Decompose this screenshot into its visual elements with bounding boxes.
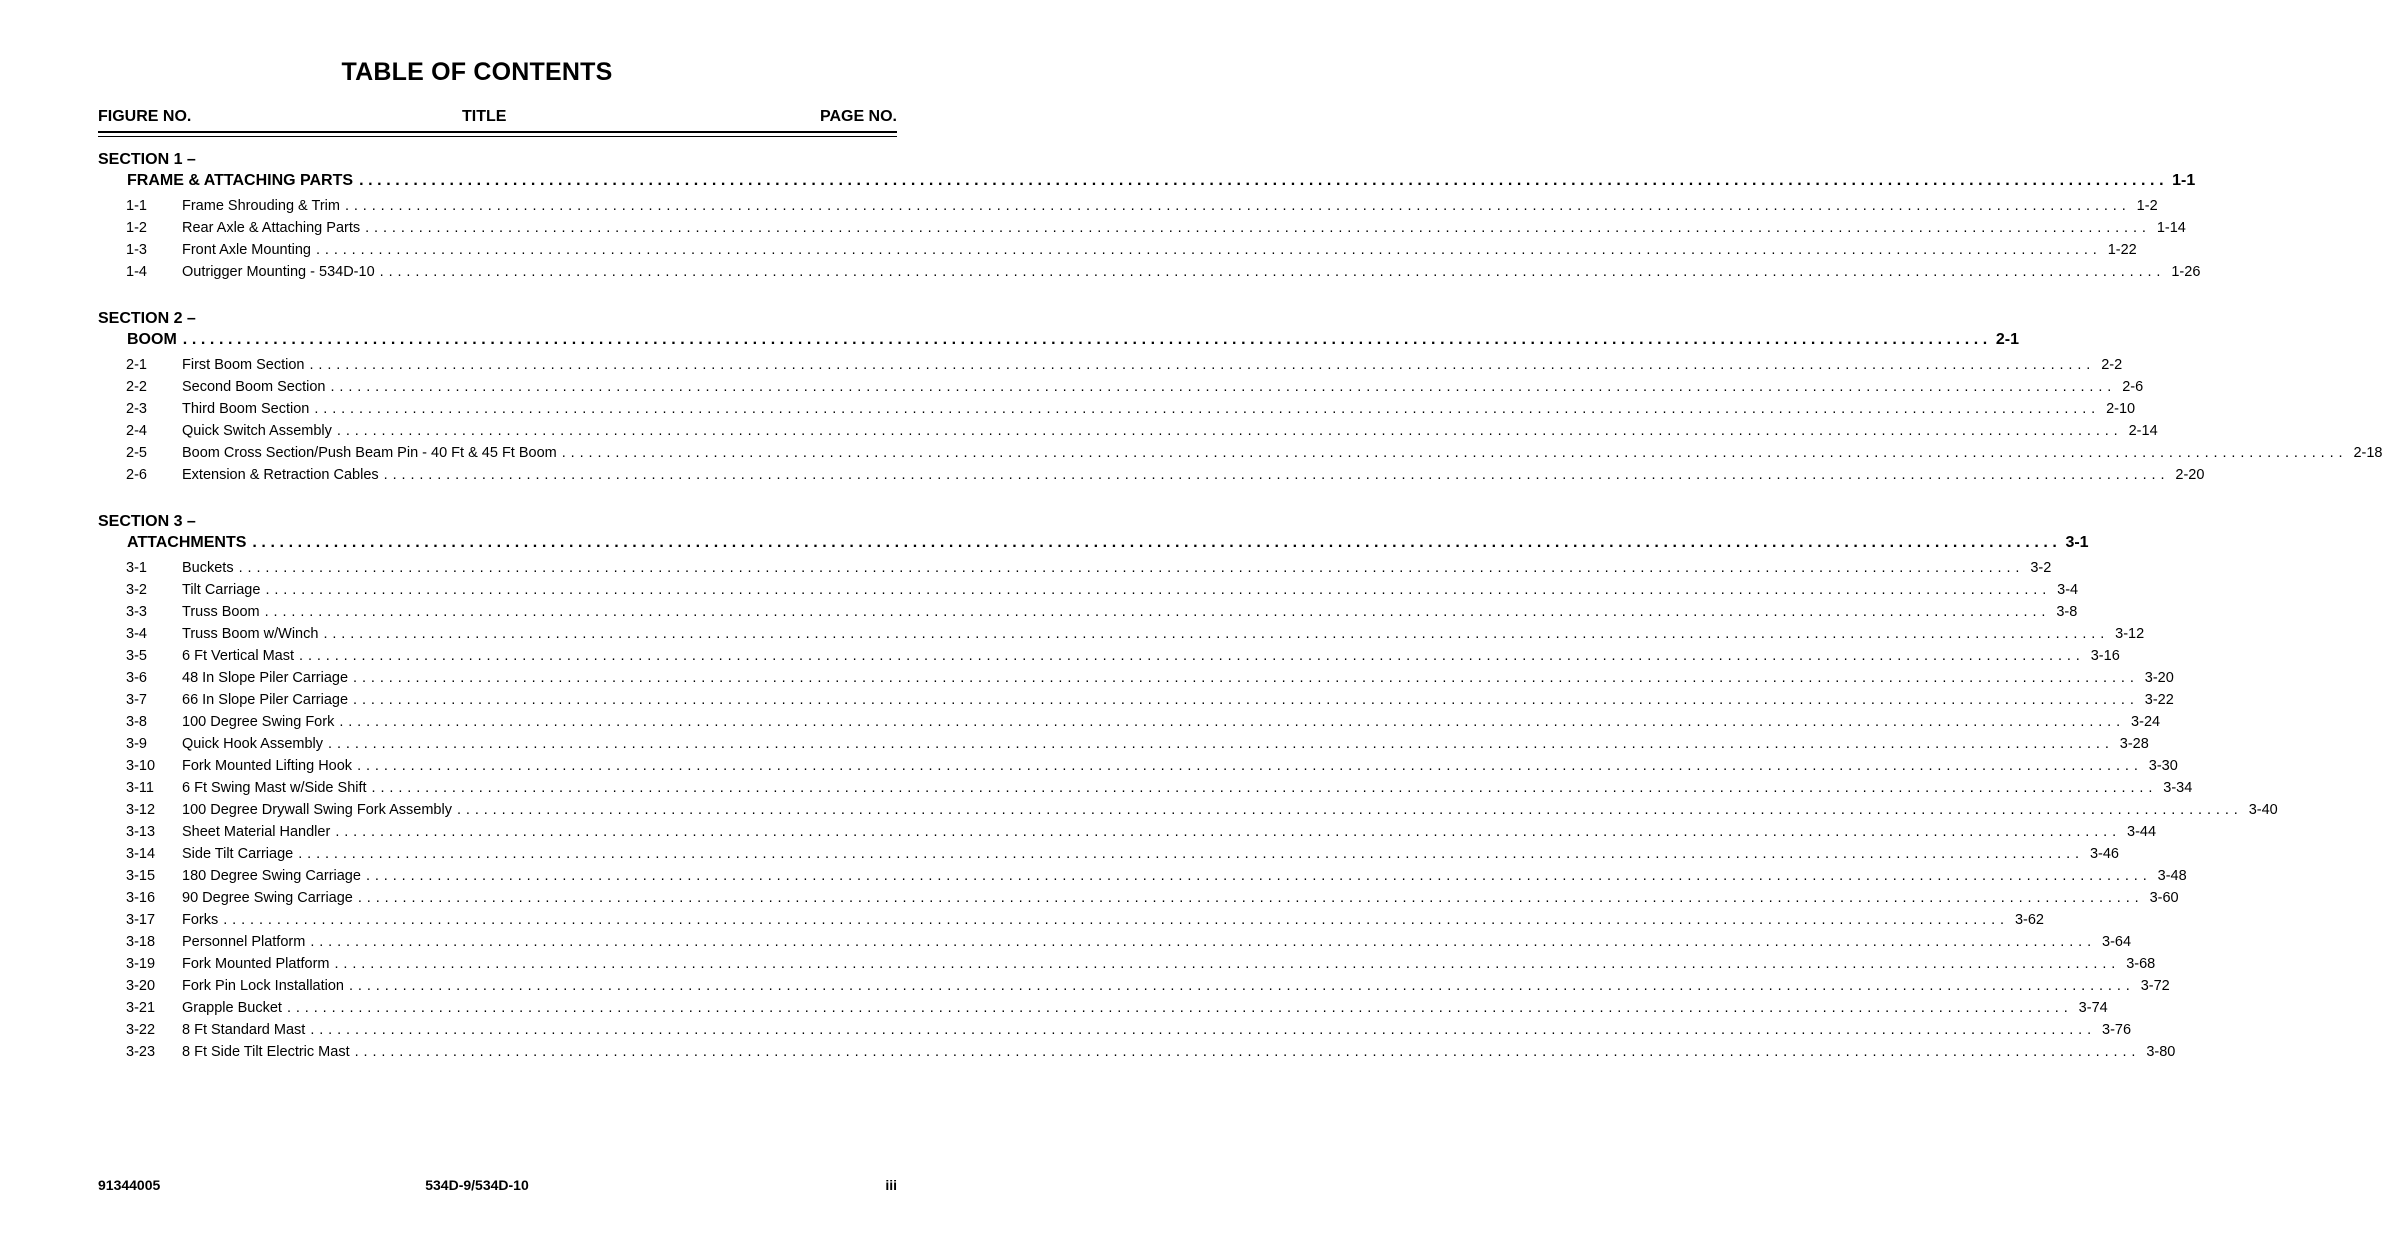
toc-entry[interactable]	[0, 975, 2170, 997]
toc-entry[interactable]	[0, 239, 2137, 261]
entry-page: 3-8	[2056, 604, 2078, 620]
entry-title: Frame Shrouding & Trim	[182, 198, 340, 214]
dot-leader: ........................................................................................................................................................................................................	[353, 670, 2139, 686]
toc-entry[interactable]	[0, 1041, 2176, 1063]
entry-row	[182, 733, 2149, 755]
section-heading-link[interactable]	[127, 532, 2089, 554]
entry-page: 3-2	[2030, 560, 2052, 576]
toc-entry[interactable]	[0, 843, 2119, 865]
figure-number: 2-4	[126, 423, 147, 439]
dot-leader: ........................................................................................................................................................................................................	[182, 331, 1992, 348]
figure-number: 3-7	[126, 692, 147, 708]
figure-number: 3-12	[126, 802, 156, 818]
figure-number: 3-2	[126, 582, 147, 598]
dot-leader: ........................................................................................................................................................................................................	[310, 934, 2097, 950]
toc-entry[interactable]	[0, 931, 2132, 953]
toc-entry[interactable]	[0, 354, 2123, 376]
toc-entry[interactable]	[0, 887, 2179, 909]
figure-number: 1-4	[126, 264, 147, 280]
entry-row	[182, 997, 2108, 1019]
entry-page: 1-26	[2171, 264, 2201, 280]
entry-page: 3-62	[2014, 912, 2044, 928]
entry-row	[182, 354, 2123, 376]
section-label: SECTION 1 –	[98, 151, 196, 168]
entry-page: 3-72	[2140, 978, 2170, 994]
entry-title: Second Boom Section	[182, 379, 326, 395]
dot-leader: ........................................................................................................................................................................................................	[335, 824, 2122, 840]
toc-entry[interactable]	[0, 217, 2186, 239]
toc-entry[interactable]	[0, 667, 2174, 689]
entry-title: Truss Boom w/Winch	[182, 626, 319, 642]
entry-title: Quick Hook Assembly	[182, 736, 324, 752]
entry-list	[0, 557, 2278, 1063]
section-label: SECTION 3 –	[98, 513, 196, 530]
entry-page: 3-40	[2248, 802, 2278, 818]
figure-number: 2-3	[126, 401, 147, 417]
entry-row	[182, 1019, 2132, 1041]
footer-page-number: iii	[885, 1177, 897, 1193]
entry-title: Buckets	[182, 560, 234, 576]
toc-section	[0, 149, 2201, 283]
entry-page: 3-76	[2102, 1022, 2132, 1038]
dot-leader: ........................................................................................................................................................................................................	[383, 467, 2170, 483]
dot-leader: ........................................................................................................................................................................................................	[309, 357, 2096, 373]
dot-leader: ........................................................................................................................................................................................................	[330, 379, 2117, 395]
entry-page: 3-46	[2089, 846, 2119, 862]
dot-leader: ........................................................................................................................................................................................................	[315, 242, 2102, 258]
page-title: TABLE OF CONTENTS	[341, 58, 613, 86]
figure-number: 3-20	[126, 978, 156, 994]
entry-row	[182, 887, 2179, 909]
toc-entry[interactable]	[0, 909, 2044, 931]
entry-row	[182, 865, 2187, 887]
entry-title: 66 In Slope Piler Carriage	[182, 692, 349, 708]
entry-title: 100 Degree Drywall Swing Fork Assembly	[182, 802, 452, 818]
dot-leader: ........................................................................................................................................................................................................	[298, 846, 2084, 862]
figure-number: 3-22	[126, 1022, 156, 1038]
toc-entry[interactable]	[0, 1019, 2132, 1041]
toc-sections	[0, 149, 2383, 1088]
column-header-page: PAGE NO.	[819, 108, 897, 125]
entry-title: 8 Ft Side Tilt Electric Mast	[182, 1044, 350, 1060]
entry-page: 1-22	[2107, 242, 2137, 258]
entry-title: Fork Mounted Lifting Hook	[182, 758, 353, 774]
entry-row	[182, 579, 2079, 601]
toc-entry[interactable]	[0, 953, 2156, 975]
dot-leader: ........................................................................................................................................................................................................	[365, 868, 2152, 884]
entry-row	[182, 909, 2044, 931]
toc-entry[interactable]	[0, 645, 2120, 667]
dot-leader: ........................................................................................................................................................................................................	[349, 978, 2135, 994]
toc-entry[interactable]	[0, 799, 2278, 821]
entry-row	[182, 689, 2174, 711]
figure-number: 3-16	[126, 890, 156, 906]
entry-page: 3-44	[2127, 824, 2157, 840]
toc-entry[interactable]	[0, 821, 2157, 843]
entry-title: 48 In Slope Piler Carriage	[182, 670, 349, 686]
entry-row	[182, 261, 2201, 283]
toc-entry[interactable]	[0, 420, 2158, 442]
entry-page: 2-14	[2128, 423, 2158, 439]
figure-number: 3-18	[126, 934, 156, 950]
toc-entry[interactable]	[0, 579, 2079, 601]
dot-leader: ........................................................................................................................................................................................................	[339, 714, 2126, 730]
toc-entry[interactable]	[0, 601, 2078, 623]
dot-leader: ........................................................................................................................................................................................................	[264, 604, 2051, 620]
entry-title: Rear Axle & Attaching Parts	[182, 220, 361, 236]
figure-number: 3-5	[126, 648, 147, 664]
section-name: BOOM	[127, 331, 177, 348]
dot-leader: ........................................................................................................................................................................................................	[365, 220, 2151, 236]
entry-row	[182, 821, 2157, 843]
entry-row	[182, 464, 2205, 486]
header-rule-thick	[98, 131, 897, 133]
section-name: ATTACHMENTS	[127, 534, 247, 551]
entry-title: 100 Degree Swing Fork	[182, 714, 335, 730]
entry-row	[182, 975, 2170, 997]
entry-title: Quick Switch Assembly	[182, 423, 332, 439]
entry-row	[182, 195, 2158, 217]
dot-leader: ........................................................................................................................................................................................................	[314, 401, 2101, 417]
entry-page: 3-68	[2126, 956, 2156, 972]
toc-section	[0, 308, 2383, 486]
dot-leader: ........................................................................................................................................................................................................	[357, 758, 2143, 774]
figure-number: 2-6	[126, 467, 147, 483]
toc-entry[interactable]	[0, 557, 2052, 579]
toc-entry[interactable]	[0, 195, 2158, 217]
entry-title: Forks	[182, 912, 219, 928]
entry-row	[182, 376, 2144, 398]
figure-number: 3-3	[126, 604, 147, 620]
toc-entry[interactable]	[0, 261, 2201, 283]
footer-part-number: 91344005	[98, 1177, 161, 1193]
toc-entry[interactable]	[0, 865, 2187, 887]
entry-row	[182, 953, 2156, 975]
entry-title: Truss Boom	[182, 604, 260, 620]
dot-leader: ........................................................................................................................................................................................................	[456, 802, 2243, 818]
section-heading-link[interactable]	[127, 329, 2019, 351]
toc-entry[interactable]	[0, 464, 2205, 486]
entry-page: 3-4	[2057, 582, 2079, 598]
dot-leader: ........................................................................................................................................................................................................	[328, 736, 2114, 752]
header-rule-thin	[98, 136, 897, 137]
figure-number: 2-1	[126, 357, 147, 373]
entry-title: Third Boom Section	[182, 401, 310, 417]
dot-leader: ........................................................................................................................................................................................................	[371, 780, 2158, 796]
toc-entry[interactable]	[0, 733, 2149, 755]
dot-leader: ........................................................................................................................................................................................................	[286, 1000, 2073, 1016]
figure-number: 3-14	[126, 846, 156, 862]
figure-number: 3-19	[126, 956, 156, 972]
dot-leader: ........................................................................................................................................................................................................	[357, 890, 2144, 906]
figure-number: 3-1	[126, 560, 147, 576]
figure-number: 3-9	[126, 736, 147, 752]
dot-leader: ........................................................................................................................................................................................................	[310, 1022, 2097, 1038]
section-page: 3-1	[2065, 534, 2089, 551]
toc-section	[0, 511, 2278, 1063]
entry-row	[182, 442, 2383, 464]
figure-number: 3-6	[126, 670, 147, 686]
entry-title: 90 Degree Swing Carriage	[182, 890, 353, 906]
dot-leader: ........................................................................................................................................................................................................	[223, 912, 2009, 928]
entry-page: 3-80	[2146, 1044, 2176, 1060]
figure-number: 1-1	[126, 198, 147, 214]
footer-model: 534D-9/534D-10	[425, 1177, 529, 1193]
figure-number: 3-21	[126, 1000, 156, 1016]
toc-entry[interactable]	[0, 777, 2193, 799]
entry-row	[182, 398, 2136, 420]
entry-page: 1-14	[2156, 220, 2186, 236]
entry-row	[182, 1041, 2176, 1063]
dot-leader: ........................................................................................................................................................................................................	[238, 560, 2025, 576]
entry-page: 2-6	[2122, 379, 2144, 395]
section-heading-link[interactable]	[127, 170, 2196, 192]
figure-number: 3-10	[126, 758, 156, 774]
toc-entry[interactable]	[0, 997, 2108, 1019]
section-page: 2-1	[1995, 331, 2019, 348]
section-label: SECTION 2 –	[98, 310, 196, 327]
toc-entry[interactable]	[0, 398, 2136, 420]
column-header-figure: FIGURE NO.	[98, 108, 192, 125]
entry-title: 180 Degree Swing Carriage	[182, 868, 361, 884]
entry-page: 2-20	[2175, 467, 2205, 483]
dot-leader: ........................................................................................................................................................................................................	[323, 626, 2110, 642]
entry-row	[182, 239, 2137, 261]
figure-number: 1-3	[126, 242, 147, 258]
entry-row	[182, 799, 2278, 821]
toc-entry[interactable]	[0, 623, 2145, 645]
entry-title: Boom Cross Section/Push Beam Pin - 40 Ft & 45 Ft Boom	[182, 445, 557, 461]
dot-leader: ........................................................................................................................................................................................................	[344, 198, 2131, 214]
figure-number: 3-4	[126, 626, 147, 642]
dot-leader: ........................................................................................................................................................................................................	[299, 648, 2085, 664]
entry-title: Outrigger Mounting - 534D-10	[182, 264, 375, 280]
entry-title: Sheet Material Handler	[182, 824, 331, 840]
entry-page: 3-34	[2163, 780, 2193, 796]
entry-page: 3-20	[2144, 670, 2174, 686]
figure-number: 2-5	[126, 445, 147, 461]
figure-number: 3-23	[126, 1044, 156, 1060]
entry-page: 3-74	[2078, 1000, 2108, 1016]
toc-entry[interactable]	[0, 755, 2178, 777]
entry-list	[0, 354, 2383, 486]
entry-page: 3-48	[2157, 868, 2187, 884]
column-header-title: TITLE	[462, 108, 507, 125]
entry-title: 6 Ft Swing Mast w/Side Shift	[182, 780, 367, 796]
entry-row	[182, 931, 2132, 953]
dot-leader: ........................................................................................................................................................................................................	[252, 534, 2062, 551]
entry-title: Front Axle Mounting	[182, 242, 311, 258]
entry-page: 3-22	[2144, 692, 2174, 708]
entry-title: Fork Mounted Platform	[182, 956, 330, 972]
entry-page: 1-2	[2136, 198, 2158, 214]
entry-page: 3-24	[2131, 714, 2161, 730]
entry-title: Grapple Bucket	[182, 1000, 282, 1016]
entry-row	[182, 557, 2052, 579]
entry-title: Extension & Retraction Cables	[182, 467, 379, 483]
toc-entry[interactable]	[0, 442, 2383, 464]
figure-number: 3-15	[126, 868, 156, 884]
entry-row	[182, 755, 2178, 777]
figure-number: 3-8	[126, 714, 147, 730]
section-page: 1-1	[2172, 172, 2196, 189]
dot-leader: ........................................................................................................................................................................................................	[336, 423, 2123, 439]
entry-page: 3-64	[2102, 934, 2132, 950]
entry-title: 6 Ft Vertical Mast	[182, 648, 295, 664]
entry-row	[182, 777, 2193, 799]
toc-entry[interactable]	[0, 689, 2174, 711]
dot-leader: ........................................................................................................................................................................................................	[354, 1044, 2141, 1060]
entry-row	[182, 420, 2158, 442]
entry-page: 3-16	[2090, 648, 2120, 664]
entry-title: First Boom Section	[182, 357, 305, 373]
entry-page: 3-30	[2148, 758, 2178, 774]
dot-leader: ........................................................................................................................................................................................................	[334, 956, 2121, 972]
entry-page: 2-18	[2353, 445, 2383, 461]
toc-entry[interactable]	[0, 711, 2161, 733]
entry-row	[182, 711, 2161, 733]
entry-row	[182, 217, 2186, 239]
section-name: FRAME & ATTACHING PARTS	[127, 172, 354, 189]
figure-number: 3-13	[126, 824, 156, 840]
figure-number: 3-17	[126, 912, 156, 928]
entry-title: Side Tilt Carriage	[182, 846, 294, 862]
entry-page: 2-2	[2101, 357, 2123, 373]
dot-leader: ........................................................................................................................................................................................................	[561, 445, 2348, 461]
entry-title: Personnel Platform	[182, 934, 306, 950]
entry-row	[182, 645, 2120, 667]
dot-leader: ........................................................................................................................................................................................................	[379, 264, 2166, 280]
entry-page: 3-28	[2119, 736, 2149, 752]
entry-title: 8 Ft Standard Mast	[182, 1022, 306, 1038]
dot-leader: ........................................................................................................................................................................................................	[265, 582, 2052, 598]
entry-title: Tilt Carriage	[182, 582, 261, 598]
dot-leader: ........................................................................................................................................................................................................	[359, 172, 2169, 189]
entry-list	[0, 195, 2201, 283]
figure-number: 1-2	[126, 220, 147, 236]
entry-page: 3-60	[2149, 890, 2179, 906]
entry-row	[182, 623, 2145, 645]
entry-row	[182, 667, 2174, 689]
entry-title: Fork Pin Lock Installation	[182, 978, 344, 994]
entry-page: 2-10	[2106, 401, 2136, 417]
toc-entry[interactable]	[0, 376, 2144, 398]
entry-row	[182, 601, 2078, 623]
figure-number: 2-2	[126, 379, 147, 395]
figure-number: 3-11	[126, 780, 154, 796]
entry-page: 3-12	[2115, 626, 2145, 642]
dot-leader: ........................................................................................................................................................................................................	[353, 692, 2139, 708]
entry-row	[182, 843, 2119, 865]
